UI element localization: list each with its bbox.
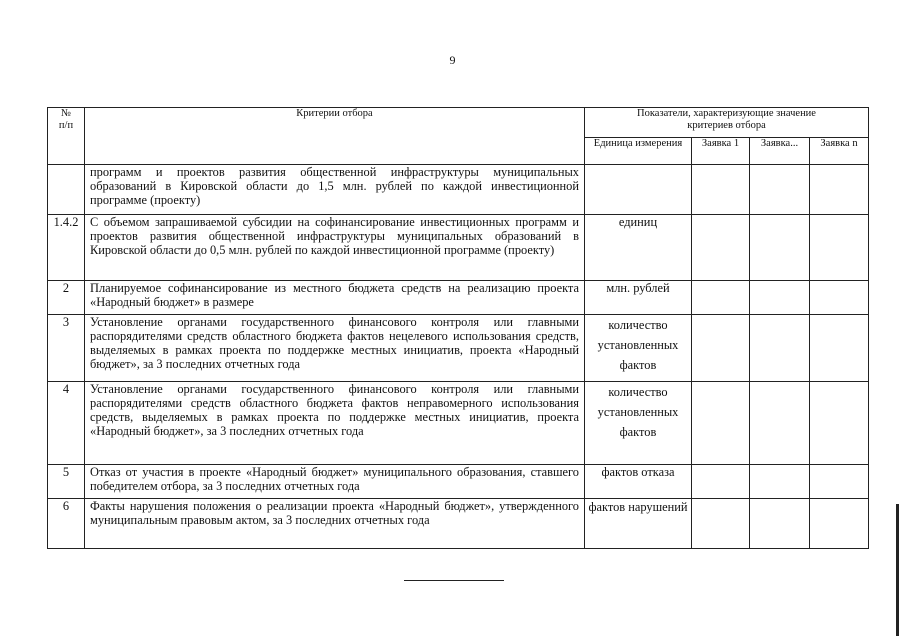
cell-application-dots	[750, 281, 810, 315]
table-row	[48, 315, 869, 382]
row-unit: количество установленных фактов	[585, 382, 692, 465]
row-unit: фактов нарушений	[585, 499, 692, 549]
cell-application-dots	[750, 315, 810, 382]
cell-application-1	[692, 382, 750, 465]
page-number: 9	[449, 53, 456, 67]
row-unit: фактов отказа	[585, 465, 692, 499]
cell-application-n	[810, 315, 869, 382]
row-criteria: Факты нарушения положения о реализации проекта «Народный бюджет», утвержденного муниципальным правовым актом, за 3 последних отчетных года	[85, 499, 585, 549]
row-number: 5	[48, 465, 85, 499]
header-application-n: Заявка n	[810, 138, 869, 165]
header-criteria: Критерии отбора	[85, 108, 585, 165]
cell-application-dots	[750, 465, 810, 499]
selection-criteria-table	[47, 107, 869, 549]
cell-application-n	[810, 281, 869, 315]
table-row	[48, 382, 869, 465]
row-criteria: Отказ от участия в проекте «Народный бюджет» муниципального образования, ставшего победителем отбора, за 3 последних отчетных года	[85, 465, 585, 499]
row-criteria: Установление органами государственного финансового контроля или главными распорядителями средств областного бюджета фактов нецелевого использования средств, выделяемых в рамках проекта по поддержке местных инициатив, проекта «Народный бюджет», за 3 последних отчетных года	[85, 315, 585, 382]
row-unit: количество установленных фактов	[585, 315, 692, 382]
row-number	[48, 165, 85, 215]
row-number: 2	[48, 281, 85, 315]
scan-edge-mark	[896, 504, 899, 636]
row-number: 3	[48, 315, 85, 382]
row-criteria: Планируемое софинансирование из местного бюджета средств на реализацию проекта «Народный бюджет» в размере	[85, 281, 585, 315]
cell-application-1	[692, 165, 750, 215]
row-criteria: программ и проектов развития общественной инфраструктуры муниципальных образований в Кировской области до 1,5 млн. рублей по каждой инвестиционной программе (проекту)	[85, 165, 585, 215]
cell-application-1	[692, 465, 750, 499]
cell-application-dots	[750, 382, 810, 465]
table-row	[48, 465, 869, 499]
table-row	[48, 499, 869, 549]
signature-line	[404, 580, 504, 581]
row-criteria: С объемом запрашиваемой субсидии на софинансирование инвестиционных программ и проектов развития общественной инфраструктуры муниципальных образований в Кировской области до 0,5 млн. рублей по каждой инвестиционной программе (проекту)	[85, 215, 585, 281]
cell-application-1	[692, 215, 750, 281]
row-number: 6	[48, 499, 85, 549]
cell-application-1	[692, 281, 750, 315]
row-unit: млн. рублей	[585, 281, 692, 315]
header-application-dots: Заявка...	[750, 138, 810, 165]
table-row	[48, 281, 869, 315]
cell-application-1	[692, 499, 750, 549]
row-unit: единиц	[585, 215, 692, 281]
header-unit: Единица измерения	[585, 138, 692, 165]
cell-application-dots	[750, 165, 810, 215]
cell-application-1	[692, 315, 750, 382]
row-number: 4	[48, 382, 85, 465]
table-row	[48, 215, 869, 281]
table-row	[48, 165, 869, 215]
cell-application-n	[810, 215, 869, 281]
cell-application-n	[810, 465, 869, 499]
cell-application-dots	[750, 499, 810, 549]
cell-application-n	[810, 499, 869, 549]
row-number: 1.4.2	[48, 215, 85, 281]
cell-application-n	[810, 382, 869, 465]
cell-application-n	[810, 165, 869, 215]
header-application-1: Заявка 1	[692, 138, 750, 165]
header-indicators: Показатели, характеризующие значение критериев отбора	[585, 108, 869, 138]
cell-application-dots	[750, 215, 810, 281]
row-criteria: Установление органами государственного финансового контроля или главными распорядителями средств областного бюджета фактов неправомерного использования средств, выделяемых в рамках проекта по поддержке местных инициатив, проекта «Народный бюджет», за 3 последних отчетных года	[85, 382, 585, 465]
row-unit	[585, 165, 692, 215]
header-number: № п/п	[48, 108, 85, 165]
